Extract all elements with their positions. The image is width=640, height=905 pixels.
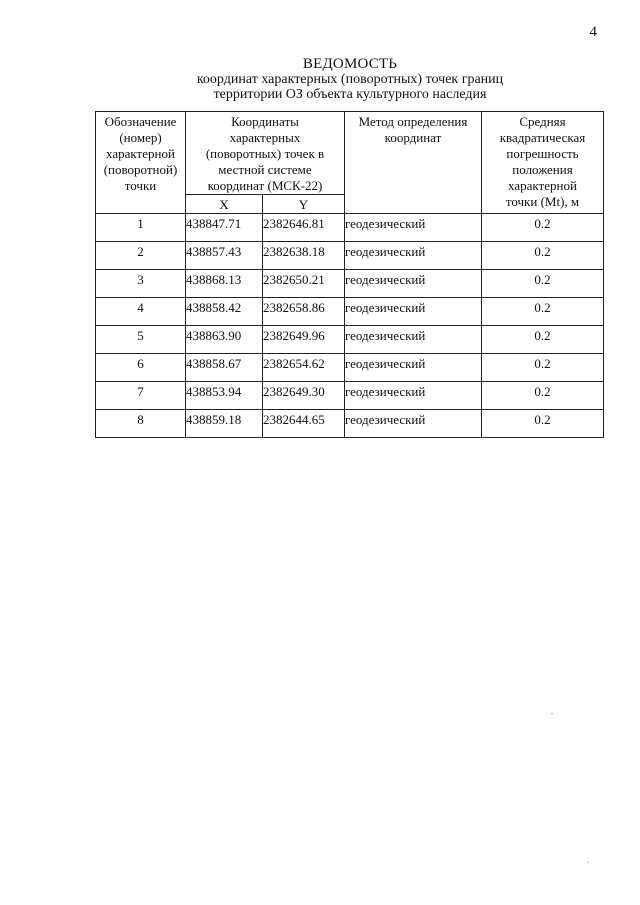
error-cell: 0.2 bbox=[482, 214, 604, 242]
method-cell: геодезический bbox=[345, 354, 482, 382]
x-coordinate-cell: 438863.90 bbox=[186, 326, 263, 354]
header-coordinates bbox=[186, 112, 345, 195]
document-subtitle-line-2: территории ОЗ объекта культурного наследия bbox=[213, 87, 487, 102]
header-line: местной системе bbox=[218, 162, 312, 177]
y-coordinate-cell: 2382646.81 bbox=[263, 214, 345, 242]
header-line: (поворотной) bbox=[103, 162, 178, 177]
x-coordinate-cell: 438847.71 bbox=[186, 214, 263, 242]
table-row bbox=[96, 382, 604, 410]
header-line: точки bbox=[124, 178, 157, 193]
table-row bbox=[96, 242, 604, 270]
point-number-cell: 7 bbox=[96, 382, 186, 410]
header-line: положения bbox=[512, 162, 573, 177]
table-row bbox=[96, 354, 604, 382]
document-heading bbox=[160, 57, 540, 102]
y-coordinate-cell: 2382650.21 bbox=[263, 270, 345, 298]
table-row bbox=[96, 270, 604, 298]
method-cell: геодезический bbox=[345, 410, 482, 438]
header-line: (поворотных) точек в bbox=[205, 146, 325, 161]
document-title: ВЕДОМОСТЬ bbox=[302, 56, 398, 72]
method-cell: геодезический bbox=[345, 270, 482, 298]
coordinates-table bbox=[95, 111, 604, 438]
error-cell: 0.2 bbox=[482, 354, 604, 382]
table-row bbox=[96, 326, 604, 354]
x-coordinate-cell: 438858.42 bbox=[186, 298, 263, 326]
y-coordinate-cell: 2382644.65 bbox=[263, 410, 345, 438]
header-line: координат (МСК-22) bbox=[207, 178, 323, 193]
header-line: точки (Mt), м bbox=[505, 194, 580, 209]
point-number-cell: 1 bbox=[96, 214, 186, 242]
x-coordinate-cell: 438857.43 bbox=[186, 242, 263, 270]
error-cell: 0.2 bbox=[482, 382, 604, 410]
x-coordinate-cell: 438858.67 bbox=[186, 354, 263, 382]
header-designation bbox=[96, 112, 186, 214]
header-line: характерных bbox=[229, 130, 301, 145]
method-cell: геодезический bbox=[345, 298, 482, 326]
header-line: координат bbox=[384, 130, 442, 145]
point-number-cell: 4 bbox=[96, 298, 186, 326]
scan-speck bbox=[551, 713, 553, 714]
header-error bbox=[482, 112, 604, 214]
y-coordinate-cell: 2382658.86 bbox=[263, 298, 345, 326]
header-line: Метод определения bbox=[358, 114, 468, 129]
point-number-cell: 6 bbox=[96, 354, 186, 382]
y-coordinate-cell: 2382649.96 bbox=[263, 326, 345, 354]
point-number-cell: 8 bbox=[96, 410, 186, 438]
x-coordinate-cell: 438859.18 bbox=[186, 410, 263, 438]
point-number-cell: 2 bbox=[96, 242, 186, 270]
method-cell: геодезический bbox=[345, 326, 482, 354]
header-line: погрешность bbox=[506, 146, 579, 161]
error-cell: 0.2 bbox=[482, 242, 604, 270]
error-cell: 0.2 bbox=[482, 326, 604, 354]
table-row bbox=[96, 410, 604, 438]
header-line: квадратическая bbox=[499, 130, 586, 145]
header-x: X bbox=[186, 195, 263, 214]
header-line: Координаты bbox=[231, 114, 299, 129]
page-number: 4 bbox=[589, 24, 597, 40]
error-cell: 0.2 bbox=[482, 298, 604, 326]
table-row bbox=[96, 298, 604, 326]
x-coordinate-cell: 438853.94 bbox=[186, 382, 263, 410]
table-row bbox=[96, 214, 604, 242]
method-cell: геодезический bbox=[345, 214, 482, 242]
header-line: Средняя bbox=[519, 114, 566, 129]
header-line: характерной bbox=[508, 178, 577, 193]
y-coordinate-cell: 2382654.62 bbox=[263, 354, 345, 382]
x-coordinate-cell: 438868.13 bbox=[186, 270, 263, 298]
header-line: (номер) bbox=[119, 130, 162, 145]
document-subtitle-line-1: координат характерных (поворотных) точек границ bbox=[196, 72, 504, 87]
point-number-cell: 5 bbox=[96, 326, 186, 354]
point-number-cell: 3 bbox=[96, 270, 186, 298]
scan-speck bbox=[587, 862, 589, 863]
error-cell: 0.2 bbox=[482, 410, 604, 438]
header-line: характерной bbox=[106, 146, 175, 161]
y-coordinate-cell: 2382638.18 bbox=[263, 242, 345, 270]
error-cell: 0.2 bbox=[482, 270, 604, 298]
header-y: Y bbox=[263, 195, 345, 214]
header-line: Обозначение bbox=[104, 114, 177, 129]
y-coordinate-cell: 2382649.30 bbox=[263, 382, 345, 410]
method-cell: геодезический bbox=[345, 242, 482, 270]
method-cell: геодезический bbox=[345, 382, 482, 410]
header-method bbox=[345, 112, 482, 214]
